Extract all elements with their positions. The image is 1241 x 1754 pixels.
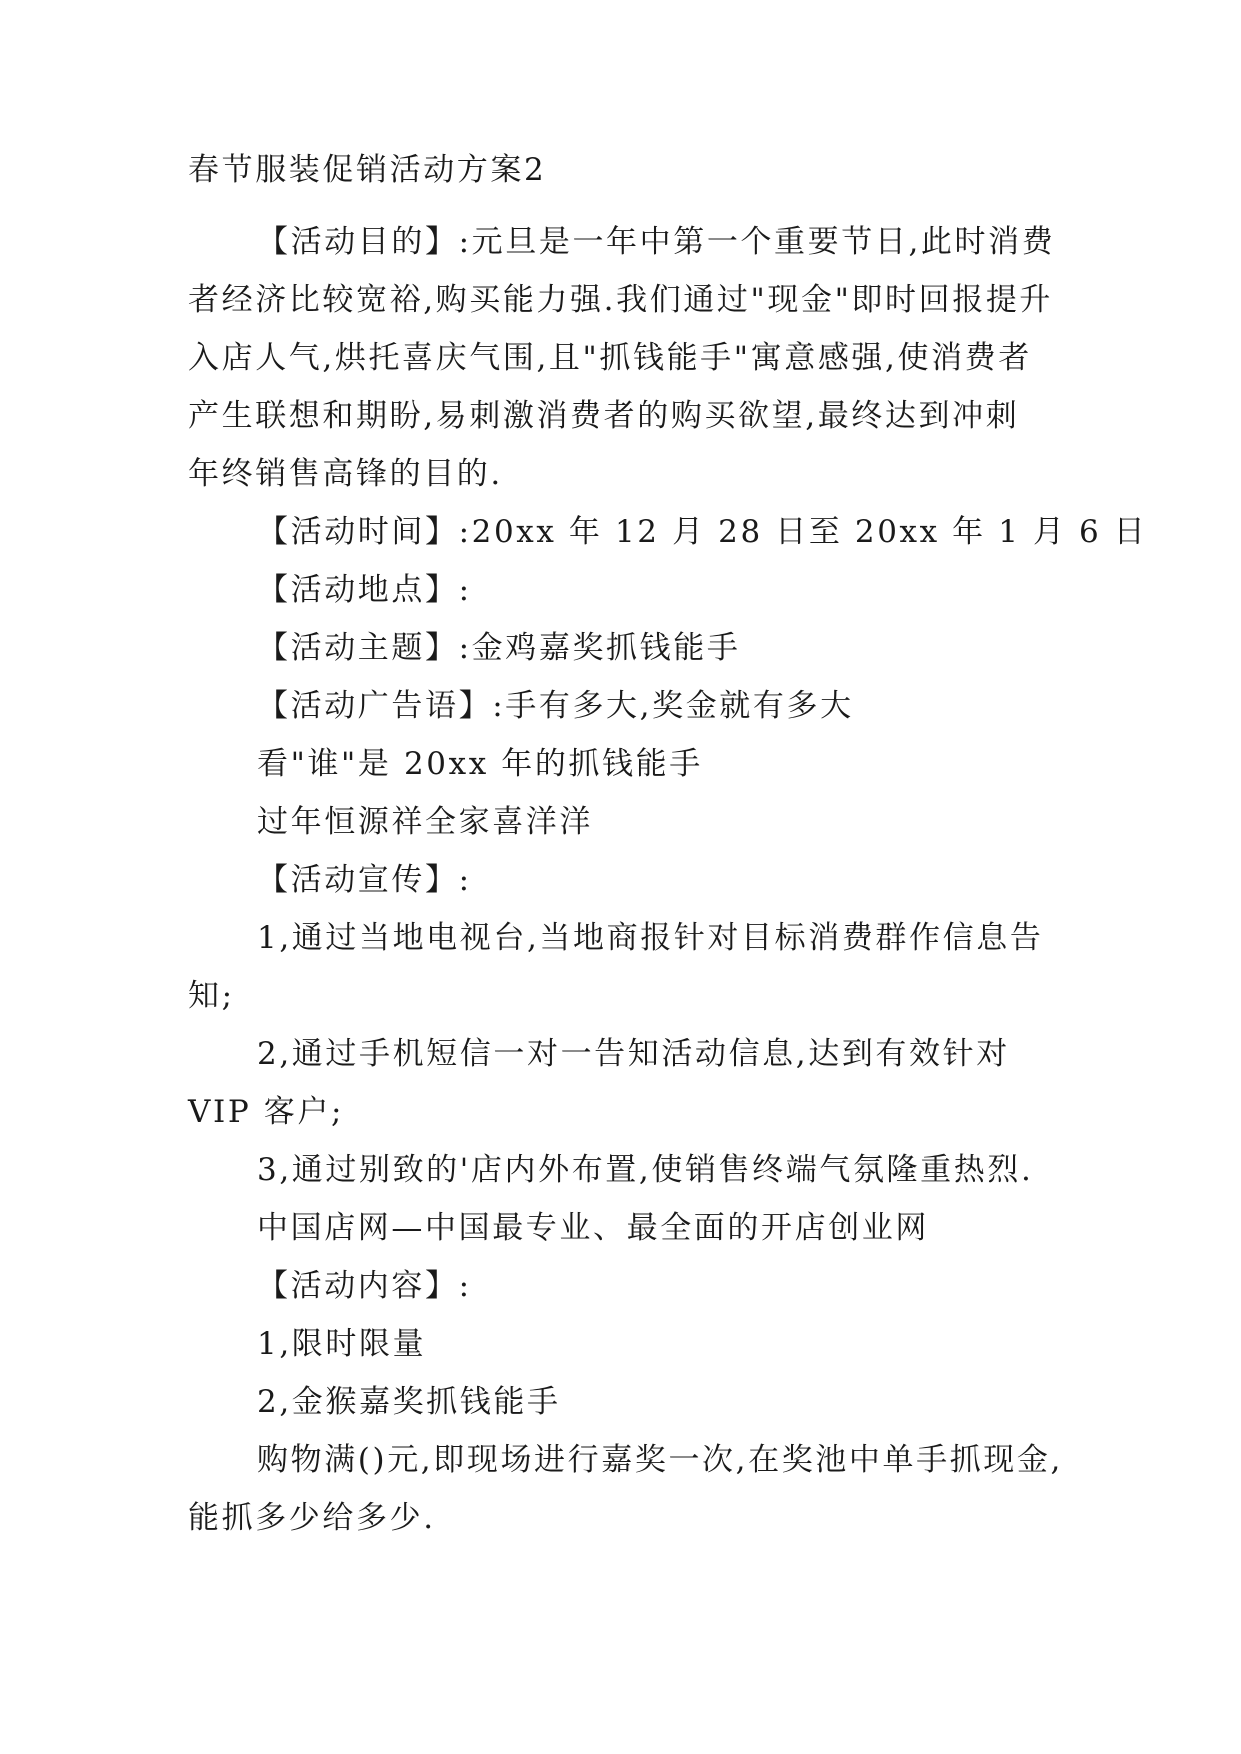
activity-time: 【活动时间】:20xx 年 12 月 28 日至 20xx 年 1 月 6 日	[257, 514, 1148, 550]
activity-location: 【活动地点】:	[257, 572, 472, 608]
paragraph-purpose-line-3: 入店人气,烘托喜庆气围,且"抓钱能手"寓意感强,使消费者	[188, 340, 1032, 376]
activity-content-heading: 【活动内容】:	[257, 1268, 472, 1304]
content-item-1: 1,限时限量	[257, 1326, 427, 1362]
promotion-item-1-line-2: 知;	[188, 978, 235, 1014]
paragraph-purpose-line-1: 【活动目的】:元旦是一年中第一个重要节日,此时消费	[257, 224, 1056, 260]
promotion-item-3: 3,通过别致的'店内外布置,使销售终端气氛隆重热烈.	[257, 1152, 1034, 1188]
content-detail-line-2: 能抓多少给多少.	[188, 1500, 436, 1536]
paragraph-purpose-line-2: 者经济比较宽裕,购买能力强.我们通过"现金"即时回报提升	[188, 282, 1054, 318]
activity-promotion-heading: 【活动宣传】:	[257, 862, 472, 898]
content-item-2: 2,金猴嘉奖抓钱能手	[257, 1384, 561, 1420]
content-detail-line-1: 购物满()元,即现场进行嘉奖一次,在奖池中单手抓现金,	[257, 1442, 1063, 1478]
site-slogan: 中国店网—中国最专业、最全面的开店创业网	[257, 1210, 929, 1246]
slogan-line-2: 看"谁"是 20xx 年的抓钱能手	[257, 746, 703, 782]
activity-theme: 【活动主题】:金鸡嘉奖抓钱能手	[257, 630, 741, 666]
activity-slogan: 【活动广告语】:手有多大,奖金就有多大	[257, 688, 854, 724]
promotion-item-2-line-1: 2,通过手机短信一对一告知活动信息,达到有效针对	[257, 1036, 1010, 1072]
paragraph-purpose-line-4: 产生联想和期盼,易刺激消费者的购买欲望,最终达到冲刺	[188, 398, 1020, 434]
promotion-item-2-line-2: VIP 客户;	[188, 1094, 344, 1130]
paragraph-purpose-line-5: 年终销售高锋的目的.	[188, 456, 503, 492]
promotion-item-1-line-1: 1,通过当地电视台,当地商报针对目标消费群作信息告	[257, 920, 1044, 956]
document-title: 春节服装促销活动方案2	[188, 152, 547, 188]
slogan-line-3: 过年恒源祥全家喜洋洋	[257, 804, 593, 840]
